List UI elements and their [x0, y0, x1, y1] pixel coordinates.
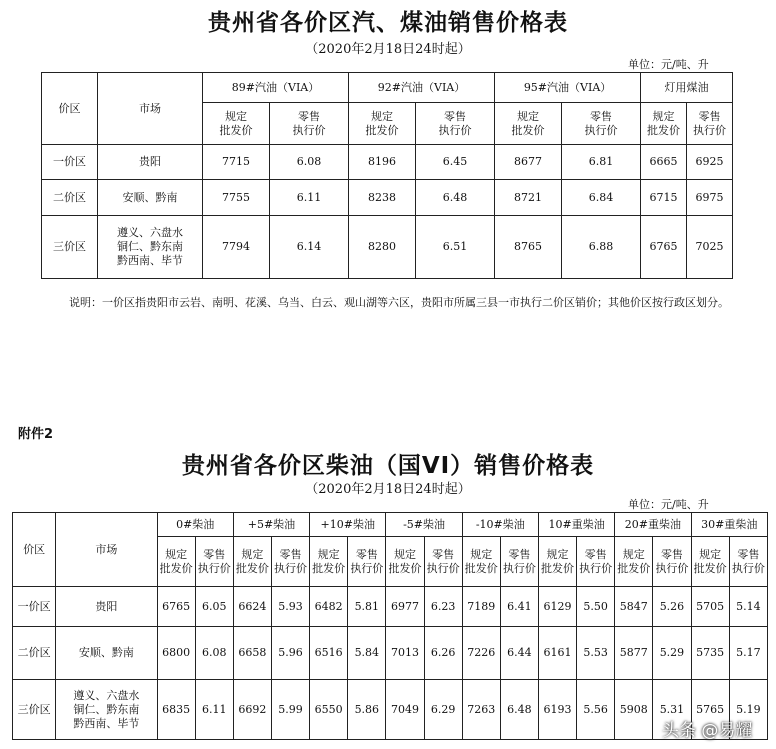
- price-zone: 一价区: [13, 587, 56, 627]
- header-wholesale-price: 规定 批发价: [691, 537, 729, 587]
- header-retail-price: 零售 执行价: [577, 537, 615, 587]
- wholesale-price-cell: 5705: [691, 587, 729, 627]
- retail-price-cell: 6.14: [270, 216, 349, 279]
- wholesale-price-cell: 7049: [386, 680, 424, 740]
- table2-date: （2020年2月18日24时起）: [305, 482, 471, 497]
- wholesale-price-cell: 8677: [495, 145, 562, 180]
- header-retail-price: 零售 执行价: [348, 537, 386, 587]
- wholesale-price-cell: 8280: [349, 216, 416, 279]
- retail-price-cell: 5.29: [653, 627, 691, 680]
- header-product: 0#柴油: [157, 513, 233, 537]
- header-retail-price: 零售 执行价: [562, 103, 641, 145]
- retail-price-cell: 6.05: [195, 587, 233, 627]
- price-zone: 二价区: [42, 180, 98, 216]
- wholesale-price-cell: 6658: [233, 627, 271, 680]
- retail-price-cell: 6.48: [416, 180, 495, 216]
- retail-price-cell: 6.11: [195, 680, 233, 740]
- header-product: 92#汽油（VIA）: [349, 73, 495, 103]
- retail-price-cell: 5.86: [348, 680, 386, 740]
- annex-label: 附件2: [18, 427, 54, 442]
- wholesale-price-cell: 7715: [203, 145, 270, 180]
- header-product: -10#柴油: [462, 513, 538, 537]
- market-cell: 安顺、黔南: [56, 627, 157, 680]
- wholesale-price-cell: 5765: [691, 680, 729, 740]
- retail-price-cell: 5.99: [271, 680, 309, 740]
- wholesale-price-cell: 5847: [615, 587, 653, 627]
- gasoline-price-table: [41, 72, 733, 279]
- retail-price-cell: 6.11: [270, 180, 349, 216]
- header-product: 20#重柴油: [615, 513, 691, 537]
- header-retail-price: 零售 执行价: [416, 103, 495, 145]
- retail-price-cell: 6975: [687, 180, 733, 216]
- header-market: 市场: [98, 73, 203, 145]
- retail-price-cell: 6.29: [424, 680, 462, 740]
- market-cell: 安顺、黔南: [98, 180, 203, 216]
- header-retail-price: 零售 执行价: [270, 103, 349, 145]
- retail-price-cell: 6.08: [270, 145, 349, 180]
- wholesale-price-cell: 6161: [538, 627, 576, 680]
- price-zone: 三价区: [13, 680, 56, 740]
- retail-price-cell: 6.41: [500, 587, 538, 627]
- wholesale-price-cell: 7013: [386, 627, 424, 680]
- header-wholesale-price: 规定 批发价: [495, 103, 562, 145]
- wholesale-price-cell: 6482: [310, 587, 348, 627]
- header-retail-price: 零售 执行价: [424, 537, 462, 587]
- table1-title: 贵州省各价区汽、煤油销售价格表: [208, 10, 568, 36]
- header-market: 市场: [56, 513, 157, 587]
- table2-unit: 单位：元/吨、升: [628, 498, 709, 511]
- retail-price-cell: 5.50: [577, 587, 615, 627]
- header-wholesale-price: 规定 批发价: [615, 537, 653, 587]
- table1-date: （2020年2月18日24时起）: [305, 42, 471, 57]
- wholesale-price-cell: 8196: [349, 145, 416, 180]
- retail-price-cell: 6925: [687, 145, 733, 180]
- wholesale-price-cell: 5877: [615, 627, 653, 680]
- wholesale-price-cell: 6129: [538, 587, 576, 627]
- header-retail-price: 零售 执行价: [271, 537, 309, 587]
- retail-price-cell: 5.31: [653, 680, 691, 740]
- wholesale-price-cell: 6835: [157, 680, 195, 740]
- retail-price-cell: 6.84: [562, 180, 641, 216]
- retail-price-cell: 6.45: [416, 145, 495, 180]
- retail-price-cell: 6.88: [562, 216, 641, 279]
- table-row: [13, 587, 768, 627]
- price-zone: 三价区: [42, 216, 98, 279]
- table-row: [42, 145, 733, 180]
- table-row: [13, 680, 768, 740]
- wholesale-price-cell: 6550: [310, 680, 348, 740]
- header-wholesale-price: 规定 批发价: [641, 103, 687, 145]
- header-wholesale-price: 规定 批发价: [386, 537, 424, 587]
- wholesale-price-cell: 5908: [615, 680, 653, 740]
- wholesale-price-cell: 6800: [157, 627, 195, 680]
- wholesale-price-cell: 7263: [462, 680, 500, 740]
- retail-price-cell: 5.17: [729, 627, 767, 680]
- header-retail-price: 零售 执行价: [500, 537, 538, 587]
- retail-price-cell: 6.81: [562, 145, 641, 180]
- market-cell: 贵阳: [98, 145, 203, 180]
- wholesale-price-cell: 6765: [157, 587, 195, 627]
- header-wholesale-price: 规定 批发价: [203, 103, 270, 145]
- retail-price-cell: 5.56: [577, 680, 615, 740]
- retail-price-cell: 6.08: [195, 627, 233, 680]
- retail-price-cell: 6.51: [416, 216, 495, 279]
- header-zone: 价区: [13, 513, 56, 587]
- header-wholesale-price: 规定 批发价: [349, 103, 416, 145]
- retail-price-cell: 5.84: [348, 627, 386, 680]
- header-wholesale-price: 规定 批发价: [233, 537, 271, 587]
- header-product: 30#重柴油: [691, 513, 767, 537]
- retail-price-cell: 6.48: [500, 680, 538, 740]
- table-row: [42, 216, 733, 279]
- wholesale-price-cell: 8765: [495, 216, 562, 279]
- table-row: [42, 180, 733, 216]
- header-retail-price: 零售 执行价: [195, 537, 233, 587]
- retail-price-cell: 5.93: [271, 587, 309, 627]
- wholesale-price-cell: 5735: [691, 627, 729, 680]
- retail-price-cell: 5.96: [271, 627, 309, 680]
- wholesale-price-cell: 6977: [386, 587, 424, 627]
- price-zone: 一价区: [42, 145, 98, 180]
- wholesale-price-cell: 6765: [641, 216, 687, 279]
- diesel-price-table: [12, 512, 768, 740]
- market-cell: 遵义、六盘水 铜仁、黔东南 黔西南、毕节: [56, 680, 157, 740]
- wholesale-price-cell: 7226: [462, 627, 500, 680]
- retail-price-cell: 5.53: [577, 627, 615, 680]
- market-cell: 遵义、六盘水 铜仁、黔东南 黔西南、毕节: [98, 216, 203, 279]
- market-cell: 贵阳: [56, 587, 157, 627]
- wholesale-price-cell: 8721: [495, 180, 562, 216]
- header-wholesale-price: 规定 批发价: [462, 537, 500, 587]
- retail-price-cell: 6.44: [500, 627, 538, 680]
- header-product: -5#柴油: [386, 513, 462, 537]
- retail-price-cell: 5.81: [348, 587, 386, 627]
- header-zone: 价区: [42, 73, 98, 145]
- wholesale-price-cell: 6692: [233, 680, 271, 740]
- retail-price-cell: 5.14: [729, 587, 767, 627]
- header-product: 95#汽油（VIA）: [495, 73, 641, 103]
- price-zone: 二价区: [13, 627, 56, 680]
- header-product: 灯用煤油: [641, 73, 733, 103]
- wholesale-price-cell: 6665: [641, 145, 687, 180]
- table1-unit: 单位：元/吨、升: [628, 58, 709, 71]
- wholesale-price-cell: 6715: [641, 180, 687, 216]
- retail-price-cell: 7025: [687, 216, 733, 279]
- retail-price-cell: 6.26: [424, 627, 462, 680]
- header-wholesale-price: 规定 批发价: [310, 537, 348, 587]
- wholesale-price-cell: 7755: [203, 180, 270, 216]
- header-retail-price: 零售 执行价: [653, 537, 691, 587]
- watermark: 头条 @易耀: [662, 721, 753, 741]
- table2-title: 贵州省各价区柴油（国VI）销售价格表: [181, 453, 595, 479]
- header-product: 10#重柴油: [538, 513, 614, 537]
- wholesale-price-cell: 7189: [462, 587, 500, 627]
- wholesale-price-cell: 6193: [538, 680, 576, 740]
- header-product: +5#柴油: [233, 513, 309, 537]
- wholesale-price-cell: 7794: [203, 216, 270, 279]
- header-product: +10#柴油: [310, 513, 386, 537]
- retail-price-cell: 5.26: [653, 587, 691, 627]
- table-row: [13, 627, 768, 680]
- header-retail-price: 零售 执行价: [729, 537, 767, 587]
- header-retail-price: 零售 执行价: [687, 103, 733, 145]
- header-wholesale-price: 规定 批发价: [157, 537, 195, 587]
- table1-note: 说明：一价区指贵阳市云岩、南明、花溪、乌当、白云、观山湖等六区，贵阳市所属三县一市执行二价区销价；其他价区按行政区划分。: [69, 296, 729, 309]
- wholesale-price-cell: 6516: [310, 627, 348, 680]
- retail-price-cell: 6.23: [424, 587, 462, 627]
- retail-price-cell: 5.19: [729, 680, 767, 740]
- header-product: 89#汽油（VIA）: [203, 73, 349, 103]
- header-wholesale-price: 规定 批发价: [538, 537, 576, 587]
- wholesale-price-cell: 8238: [349, 180, 416, 216]
- wholesale-price-cell: 6624: [233, 587, 271, 627]
